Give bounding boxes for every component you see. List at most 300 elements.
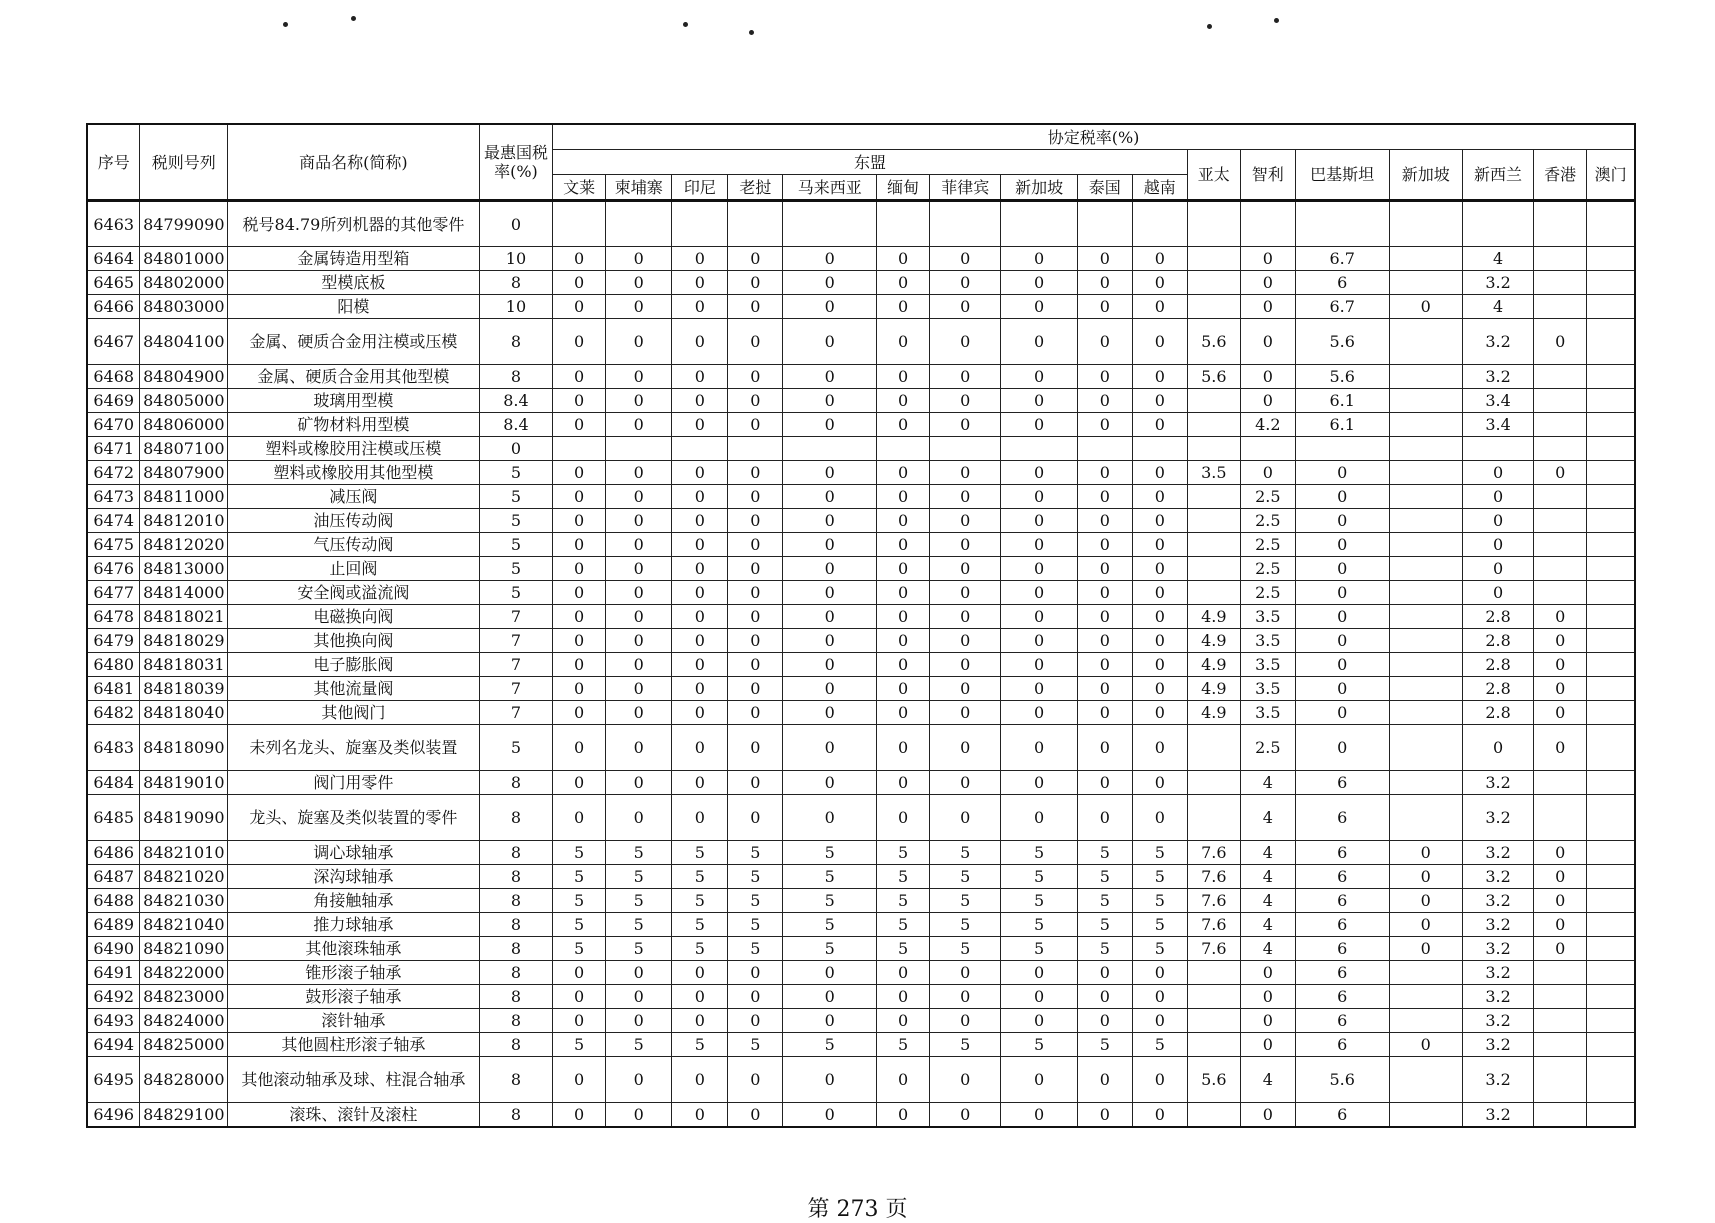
cell-rate: 0 [877, 725, 930, 771]
cell-rate [1187, 961, 1240, 985]
cell-rate: 0 [672, 677, 728, 701]
cell-rate: 0 [553, 509, 606, 533]
cell-rate: 0 [930, 365, 1001, 389]
cell-rate: 6 [1295, 271, 1389, 295]
cell-rate [1187, 271, 1240, 295]
cell-rate [553, 437, 606, 461]
cell-rate: 5 [1132, 889, 1187, 913]
cell-code: 84804100 [140, 319, 228, 365]
cell-rate: 0 [728, 509, 783, 533]
cell-rate: 0 [877, 771, 930, 795]
cell-seq: 6469 [87, 389, 140, 413]
cell-mfn: 8 [479, 937, 552, 961]
cell-rate: 6 [1295, 913, 1389, 937]
cell-rate [1587, 629, 1635, 653]
cell-rate: 5 [1001, 865, 1077, 889]
cell-rate [1389, 1057, 1462, 1103]
table-row [87, 389, 1635, 413]
cell-rate: 0 [728, 533, 783, 557]
cell-rate: 0 [606, 557, 672, 581]
cell-rate: 0 [606, 533, 672, 557]
cell-rate: 0 [783, 677, 877, 701]
cell-rate [783, 437, 877, 461]
table-row [87, 605, 1635, 629]
cell-rate: 0 [783, 795, 877, 841]
cell-rate: 0 [930, 985, 1001, 1009]
cell-rate: 0 [1389, 295, 1462, 319]
cell-rate: 0 [606, 985, 672, 1009]
header-asean-member: 柬埔寨 [606, 175, 672, 201]
cell-rate [1187, 581, 1240, 605]
cell-rate: 0 [783, 413, 877, 437]
cell-rate: 5.6 [1187, 319, 1240, 365]
cell-rate [1187, 247, 1240, 271]
cell-rate [1389, 413, 1462, 437]
cell-rate [1187, 509, 1240, 533]
cell-rate: 5 [1077, 865, 1132, 889]
cell-rate: 0 [1295, 485, 1389, 509]
cell-rate: 0 [1001, 557, 1077, 581]
cell-rate [728, 201, 783, 247]
cell-rate: 0 [783, 653, 877, 677]
cell-rate: 3.2 [1462, 795, 1533, 841]
cell-rate [1001, 437, 1077, 461]
cell-rate: 0 [1001, 271, 1077, 295]
cell-rate [1587, 795, 1635, 841]
cell-rate: 0 [1001, 1057, 1077, 1103]
cell-rate: 6 [1295, 1009, 1389, 1033]
cell-rate: 6.7 [1295, 295, 1389, 319]
cell-rate: 0 [1534, 677, 1587, 701]
cell-rate: 0 [606, 247, 672, 271]
cell-mfn: 0 [479, 437, 552, 461]
cell-rate: 0 [930, 461, 1001, 485]
cell-rate: 0 [930, 677, 1001, 701]
cell-rate: 0 [930, 1057, 1001, 1103]
cell-rate [1389, 247, 1462, 271]
header-name: 商品名称(简称) [228, 124, 480, 201]
cell-rate: 0 [1132, 1009, 1187, 1033]
cell-rate: 4 [1240, 865, 1295, 889]
cell-rate: 0 [606, 1057, 672, 1103]
cell-rate: 3.5 [1240, 605, 1295, 629]
cell-name: 深沟球轴承 [228, 865, 480, 889]
cell-code: 84818090 [140, 725, 228, 771]
cell-rate: 0 [1240, 1033, 1295, 1057]
header-asean-member: 文莱 [553, 175, 606, 201]
cell-rate: 0 [1077, 295, 1132, 319]
cell-rate: 0 [1534, 319, 1587, 365]
cell-seq: 6487 [87, 865, 140, 889]
cell-name: 止回阀 [228, 557, 480, 581]
table-row [87, 581, 1635, 605]
cell-rate: 0 [553, 1057, 606, 1103]
cell-code: 84822000 [140, 961, 228, 985]
cell-rate: 0 [877, 653, 930, 677]
cell-rate: 0 [1001, 653, 1077, 677]
cell-rate: 0 [606, 605, 672, 629]
cell-rate [1587, 365, 1635, 389]
cell-rate: 0 [672, 725, 728, 771]
cell-rate: 0 [1132, 653, 1187, 677]
cell-rate: 0 [1389, 1033, 1462, 1057]
cell-rate: 0 [783, 557, 877, 581]
cell-rate: 2.8 [1462, 677, 1533, 701]
table-row [87, 1057, 1635, 1103]
cell-seq: 6491 [87, 961, 140, 985]
scan-speck [1207, 24, 1212, 29]
cell-rate: 0 [672, 629, 728, 653]
cell-rate: 0 [606, 653, 672, 677]
cell-rate [1587, 701, 1635, 725]
cell-rate: 6.1 [1295, 389, 1389, 413]
cell-rate: 7.6 [1187, 865, 1240, 889]
cell-seq: 6494 [87, 1033, 140, 1057]
cell-name: 其他圆柱形滚子轴承 [228, 1033, 480, 1057]
cell-rate: 5 [606, 913, 672, 937]
cell-rate: 0 [553, 295, 606, 319]
cell-rate: 0 [877, 557, 930, 581]
header-asean-member: 马来西亚 [783, 175, 877, 201]
cell-rate [1587, 247, 1635, 271]
cell-seq: 6481 [87, 677, 140, 701]
cell-rate [1389, 437, 1462, 461]
cell-rate: 0 [672, 1009, 728, 1033]
cell-rate: 0 [728, 771, 783, 795]
cell-rate: 0 [672, 509, 728, 533]
cell-rate [1389, 795, 1462, 841]
cell-seq: 6474 [87, 509, 140, 533]
cell-rate [1587, 509, 1635, 533]
cell-seq: 6488 [87, 889, 140, 913]
scan-speck [749, 30, 754, 35]
cell-rate: 0 [783, 1009, 877, 1033]
cell-rate: 0 [1534, 865, 1587, 889]
cell-rate: 4 [1240, 889, 1295, 913]
cell-rate: 0 [930, 653, 1001, 677]
cell-rate: 0 [1077, 1057, 1132, 1103]
cell-rate: 0 [606, 365, 672, 389]
cell-rate: 0 [1240, 319, 1295, 365]
cell-mfn: 8 [479, 271, 552, 295]
cell-mfn: 7 [479, 605, 552, 629]
cell-rate: 0 [553, 1009, 606, 1033]
cell-code: 84811000 [140, 485, 228, 509]
cell-rate: 0 [783, 485, 877, 509]
cell-rate: 0 [553, 653, 606, 677]
table-row [87, 533, 1635, 557]
cell-rate: 0 [1534, 841, 1587, 865]
cell-name: 阀门用零件 [228, 771, 480, 795]
cell-rate: 0 [1295, 605, 1389, 629]
cell-rate: 0 [1001, 629, 1077, 653]
cell-rate: 0 [1462, 485, 1533, 509]
cell-rate: 0 [728, 653, 783, 677]
cell-rate [1389, 461, 1462, 485]
cell-rate [1587, 295, 1635, 319]
cell-seq: 6465 [87, 271, 140, 295]
cell-rate [1187, 413, 1240, 437]
cell-code: 84818039 [140, 677, 228, 701]
header-chile: 智利 [1240, 150, 1295, 201]
cell-rate: 0 [1295, 581, 1389, 605]
cell-rate: 3.2 [1462, 913, 1533, 937]
cell-rate: 0 [1534, 461, 1587, 485]
cell-name: 其他滚珠轴承 [228, 937, 480, 961]
cell-code: 84806000 [140, 413, 228, 437]
cell-rate [1534, 295, 1587, 319]
cell-rate: 0 [783, 533, 877, 557]
cell-rate: 0 [606, 509, 672, 533]
cell-rate [1534, 413, 1587, 437]
cell-rate: 4.9 [1187, 605, 1240, 629]
cell-rate: 0 [1462, 533, 1533, 557]
cell-code: 84807900 [140, 461, 228, 485]
cell-rate: 0 [1132, 795, 1187, 841]
cell-rate: 0 [728, 557, 783, 581]
cell-rate: 0 [930, 605, 1001, 629]
cell-rate: 0 [606, 319, 672, 365]
cell-rate: 6 [1295, 795, 1389, 841]
cell-rate: 5 [930, 841, 1001, 865]
cell-rate: 0 [783, 725, 877, 771]
cell-rate [1389, 509, 1462, 533]
cell-rate: 0 [1001, 771, 1077, 795]
cell-rate: 5 [728, 913, 783, 937]
cell-rate: 0 [1132, 365, 1187, 389]
cell-rate: 5 [606, 937, 672, 961]
cell-rate: 5 [1001, 889, 1077, 913]
header-mfn: 最惠国税率(%) [479, 124, 552, 201]
cell-rate: 0 [930, 961, 1001, 985]
cell-rate: 0 [1295, 557, 1389, 581]
cell-name: 减压阀 [228, 485, 480, 509]
cell-rate: 5 [672, 937, 728, 961]
cell-rate: 0 [728, 485, 783, 509]
cell-rate [1187, 437, 1240, 461]
cell-rate: 0 [1132, 461, 1187, 485]
cell-code: 84802000 [140, 271, 228, 295]
cell-rate: 5 [1077, 889, 1132, 913]
cell-rate: 7.6 [1187, 937, 1240, 961]
cell-rate: 4 [1462, 295, 1533, 319]
cell-rate: 0 [672, 389, 728, 413]
cell-rate [1587, 1009, 1635, 1033]
cell-rate [1187, 557, 1240, 581]
cell-rate: 0 [1077, 725, 1132, 771]
cell-rate: 5 [672, 913, 728, 937]
header-asean-member: 老挝 [728, 175, 783, 201]
tariff-table [86, 123, 1636, 1128]
cell-rate: 0 [1534, 629, 1587, 653]
cell-name: 塑料或橡胶用其他型模 [228, 461, 480, 485]
cell-rate: 0 [553, 985, 606, 1009]
cell-rate: 3.2 [1462, 889, 1533, 913]
cell-rate: 0 [1001, 701, 1077, 725]
cell-name: 角接触轴承 [228, 889, 480, 913]
cell-rate: 0 [728, 271, 783, 295]
cell-rate: 0 [1389, 865, 1462, 889]
cell-rate: 0 [783, 319, 877, 365]
cell-rate: 0 [930, 533, 1001, 557]
cell-rate: 0 [930, 581, 1001, 605]
cell-rate: 0 [1132, 509, 1187, 533]
cell-rate: 3.2 [1462, 1103, 1533, 1127]
cell-rate [1534, 437, 1587, 461]
cell-rate: 0 [930, 629, 1001, 653]
cell-rate: 0 [1295, 653, 1389, 677]
cell-rate: 0 [1534, 701, 1587, 725]
cell-rate [1534, 533, 1587, 557]
cell-rate: 0 [1001, 295, 1077, 319]
cell-rate: 0 [1132, 1057, 1187, 1103]
cell-mfn: 5 [479, 485, 552, 509]
cell-rate: 0 [728, 1009, 783, 1033]
cell-rate: 3.2 [1462, 771, 1533, 795]
cell-rate: 0 [1389, 841, 1462, 865]
page-number: 第 273 页 [807, 1197, 908, 1222]
cell-rate: 2.5 [1240, 509, 1295, 533]
cell-rate: 0 [606, 485, 672, 509]
cell-rate [1187, 485, 1240, 509]
cell-name: 电磁换向阀 [228, 605, 480, 629]
cell-rate: 0 [1077, 533, 1132, 557]
cell-rate: 5 [1132, 913, 1187, 937]
cell-rate: 0 [606, 961, 672, 985]
cell-rate: 0 [728, 961, 783, 985]
header-singapore: 新加坡 [1389, 150, 1462, 201]
cell-mfn: 7 [479, 653, 552, 677]
cell-rate: 3.4 [1462, 413, 1533, 437]
cell-rate: 0 [1001, 985, 1077, 1009]
cell-rate: 7.6 [1187, 841, 1240, 865]
cell-rate: 0 [606, 795, 672, 841]
cell-rate: 0 [672, 795, 728, 841]
cell-code: 84818031 [140, 653, 228, 677]
cell-rate: 5 [672, 1033, 728, 1057]
cell-rate [1389, 319, 1462, 365]
cell-mfn: 8 [479, 865, 552, 889]
cell-rate: 5 [783, 1033, 877, 1057]
cell-rate: 0 [930, 795, 1001, 841]
cell-rate: 0 [1534, 725, 1587, 771]
cell-rate: 5 [1132, 865, 1187, 889]
cell-seq: 6471 [87, 437, 140, 461]
table-row [87, 365, 1635, 389]
table-row [87, 247, 1635, 271]
cell-rate: 0 [783, 461, 877, 485]
cell-rate [1187, 795, 1240, 841]
cell-rate: 0 [672, 461, 728, 485]
cell-rate [1389, 271, 1462, 295]
cell-rate: 0 [1240, 985, 1295, 1009]
cell-rate: 0 [672, 985, 728, 1009]
cell-rate: 6 [1295, 1103, 1389, 1127]
cell-rate: 4 [1240, 913, 1295, 937]
cell-rate [1389, 771, 1462, 795]
cell-rate: 0 [672, 605, 728, 629]
cell-rate: 5 [930, 913, 1001, 937]
cell-rate: 5 [877, 1033, 930, 1057]
cell-name: 调心球轴承 [228, 841, 480, 865]
cell-seq: 6466 [87, 295, 140, 319]
cell-name: 阳模 [228, 295, 480, 319]
cell-rate: 0 [1240, 389, 1295, 413]
table-row [87, 677, 1635, 701]
cell-rate [1534, 247, 1587, 271]
table-row [87, 437, 1635, 461]
cell-rate: 5 [877, 889, 930, 913]
table-row [87, 913, 1635, 937]
table-row [87, 889, 1635, 913]
cell-rate: 0 [877, 295, 930, 319]
cell-rate: 0 [1132, 1103, 1187, 1127]
cell-rate: 3.2 [1462, 1033, 1533, 1057]
cell-rate: 0 [930, 389, 1001, 413]
cell-rate: 0 [1077, 485, 1132, 509]
cell-rate: 0 [1001, 485, 1077, 509]
cell-name: 玻璃用型模 [228, 389, 480, 413]
cell-rate [1389, 961, 1462, 985]
cell-rate: 0 [1240, 247, 1295, 271]
cell-rate: 0 [1001, 461, 1077, 485]
cell-rate: 0 [1077, 581, 1132, 605]
cell-seq: 6492 [87, 985, 140, 1009]
cell-rate: 0 [783, 961, 877, 985]
cell-mfn: 0 [479, 201, 552, 247]
cell-rate: 5 [1077, 1033, 1132, 1057]
cell-rate [1295, 201, 1389, 247]
cell-rate [1534, 985, 1587, 1009]
cell-rate: 5.6 [1295, 365, 1389, 389]
cell-rate: 0 [1001, 533, 1077, 557]
cell-rate: 2.8 [1462, 653, 1533, 677]
cell-name: 型模底板 [228, 271, 480, 295]
cell-rate: 0 [1077, 985, 1132, 1009]
cell-rate: 5.6 [1187, 365, 1240, 389]
cell-rate: 0 [1240, 961, 1295, 985]
header-code: 税则号列 [140, 124, 228, 201]
cell-rate: 0 [877, 677, 930, 701]
cell-rate: 0 [1240, 461, 1295, 485]
cell-rate [1462, 437, 1533, 461]
cell-code: 84821040 [140, 913, 228, 937]
cell-rate: 5 [606, 889, 672, 913]
cell-rate [1389, 985, 1462, 1009]
cell-rate: 0 [783, 985, 877, 1009]
cell-rate [1534, 485, 1587, 509]
cell-rate: 5 [930, 889, 1001, 913]
cell-rate [1587, 605, 1635, 629]
cell-rate: 5 [930, 865, 1001, 889]
cell-rate: 5 [728, 1033, 783, 1057]
header-asean-member: 泰国 [1077, 175, 1132, 201]
cell-name: 金属、硬质合金用注模或压模 [228, 319, 480, 365]
cell-seq: 6477 [87, 581, 140, 605]
cell-name: 矿物材料用型模 [228, 413, 480, 437]
cell-mfn: 5 [479, 725, 552, 771]
cell-rate: 0 [1132, 985, 1187, 1009]
cell-rate: 0 [877, 1009, 930, 1033]
cell-rate: 0 [553, 319, 606, 365]
cell-rate: 0 [728, 1057, 783, 1103]
cell-rate [1132, 201, 1187, 247]
cell-rate: 0 [1001, 725, 1077, 771]
cell-rate: 6 [1295, 889, 1389, 913]
table-row [87, 485, 1635, 509]
cell-code: 84812020 [140, 533, 228, 557]
cell-rate: 0 [1001, 1009, 1077, 1033]
